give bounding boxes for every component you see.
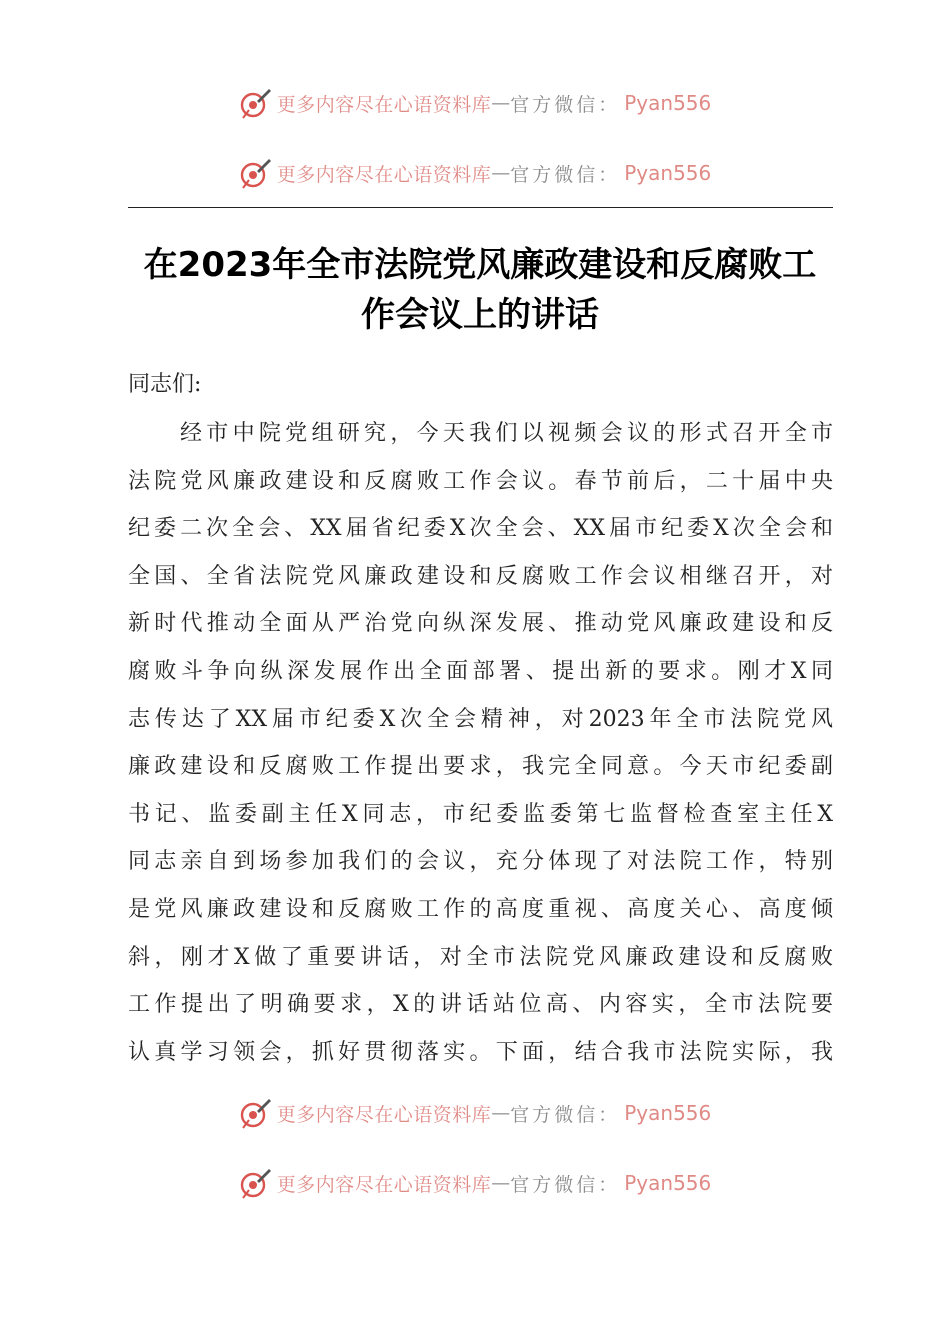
watermark-top-1	[0, 83, 950, 123]
pen-nib-logo-icon	[239, 1096, 273, 1130]
header-divider	[128, 207, 833, 208]
body-line: 斜，刚才X做了重要讲话，对全市法院党风廉政建设和反腐败	[128, 944, 833, 970]
watermark-text: 更多内容尽在心语资料库	[276, 93, 492, 116]
watermark-id: Pyan556	[624, 1171, 712, 1195]
watermark-text: 更多内容尽在心语资料库	[276, 1103, 492, 1126]
watermark-text: 更多内容尽在心语资料库	[276, 163, 492, 186]
body-line: 新时代推动全面从严治党向纵深发展、推动党风廉政建设和反	[128, 611, 833, 637]
body-line: 志传达了XX届市纪委X次全会精神，对2023年全市法院党风	[128, 706, 833, 732]
body-line: 法院党风廉政建设和反腐败工作会议。春节前后，二十届中央	[128, 468, 833, 494]
pen-nib-logo-icon	[239, 156, 273, 190]
document-title	[110, 240, 850, 340]
title-line-2: 作会议上的讲话	[361, 295, 599, 335]
title-line-1: 在2023年全市法院党风廉政建设和反腐败工	[143, 245, 817, 285]
body-line: 腐败斗争向纵深发展作出全面部署、提出新的要求。刚才X同	[128, 658, 833, 684]
pen-nib-logo-icon	[239, 86, 273, 120]
watermark-top-2	[0, 153, 950, 193]
watermark-bottom-2	[0, 1163, 950, 1203]
body-line: 廉政建设和反腐败工作提出要求，我完全同意。今天市纪委副	[128, 754, 833, 780]
watermark-official: 官方微信：	[510, 1103, 621, 1126]
pen-nib-logo-icon	[239, 1166, 273, 1200]
watermark-dash: —	[491, 1102, 511, 1124]
watermark-dash: —	[491, 1172, 511, 1194]
watermark-id: Pyan556	[624, 1101, 712, 1125]
watermark-text: 更多内容尽在心语资料库	[276, 1173, 492, 1196]
salutation: 同志们:	[128, 372, 202, 397]
watermark-official: 官方微信：	[510, 163, 621, 186]
body-line: 书记、监委副主任X同志，市纪委监委第七监督检查室主任X	[128, 801, 833, 827]
body-line: 经市中院党组研究，今天我们以视频会议的形式召开全市	[180, 421, 833, 446]
body-line: 工作提出了明确要求，X的讲话站位高、内容实，全市法院要	[128, 992, 833, 1018]
watermark-official: 官方微信：	[510, 1173, 621, 1196]
watermark-official: 官方微信：	[510, 93, 621, 116]
watermark-id: Pyan556	[624, 91, 712, 115]
body-line: 是党风廉政建设和反腐败工作的高度重视、高度关心、高度倾	[128, 896, 833, 922]
watermark-bottom-1	[0, 1093, 950, 1133]
watermark-dash: —	[491, 162, 511, 184]
watermark-dash: —	[491, 92, 511, 114]
body-line: 纪委二次全会、XX届省纪委X次全会、XX届市纪委X次全会和	[128, 516, 833, 542]
body-line: 全国、全省法院党风廉政建设和反腐败工作会议相继召开，对	[128, 563, 833, 589]
watermark-id: Pyan556	[624, 161, 712, 185]
body-line: 认真学习领会，抓好贯彻落实。下面，结合我市法院实际，我	[128, 1039, 833, 1065]
body-paragraph	[128, 410, 833, 1076]
body-line: 同志亲自到场参加我们的会议，充分体现了对法院工作，特别	[128, 849, 833, 875]
